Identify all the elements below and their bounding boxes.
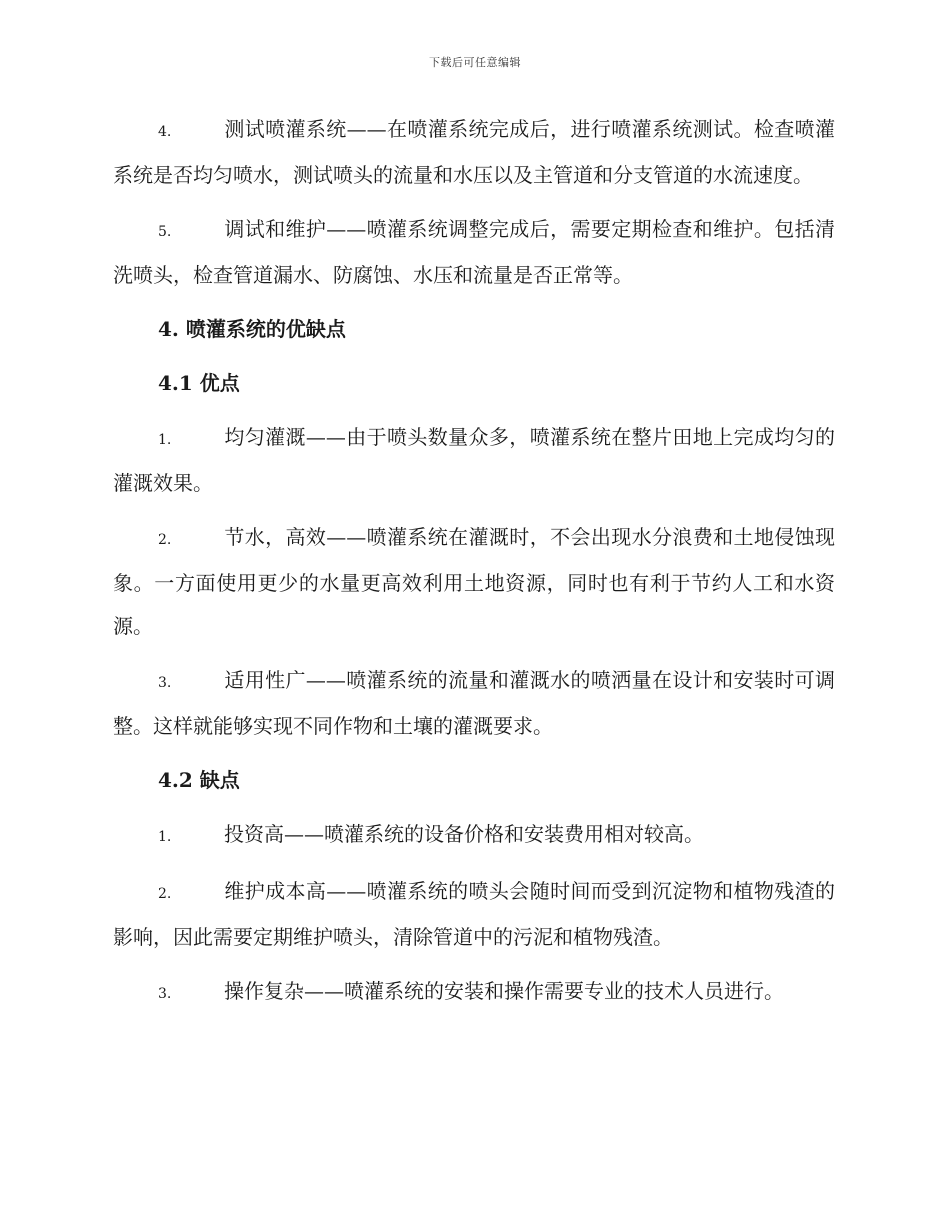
list-number: 4. <box>158 124 172 140</box>
list-item-text: 投资高——喷灌系统的设备价格和安装费用相对较高。 <box>224 822 704 846</box>
document-body <box>113 108 835 1027</box>
list-item-advantage-water-saving <box>113 516 835 648</box>
subsection-heading-advantages: 4.1 优点 <box>158 371 240 395</box>
page-header: 下载后可任意编辑 <box>429 56 521 69</box>
list-number: 2. <box>158 886 172 902</box>
list-number: 3. <box>158 675 172 691</box>
section-heading-pros-cons: 4. 喷灌系统的优缺点 <box>158 317 346 341</box>
subsection-heading-disadvantages: 4.2 缺点 <box>158 768 240 792</box>
list-item-disadvantage-complexity <box>113 970 835 1016</box>
list-item-text: 操作复杂——喷灌系统的安装和操作需要专业的技术人员进行。 <box>224 979 784 1003</box>
list-number: 1. <box>158 432 172 448</box>
list-number: 1. <box>158 829 172 845</box>
list-number: 5. <box>158 224 172 240</box>
list-item-text: 适用性广——喷灌系统的流量和灌溉水的喷洒量在设计和安装时可调整。这样就能够实现不同作物和土壤的灌溉要求。 <box>113 668 835 738</box>
list-item-text: 节水，高效——喷灌系统在灌溉时，不会出现水分浪费和土地侵蚀现象。一方面使用更少的水量更高效利用土地资源，同时也有利于节约人工和水资源。 <box>113 525 835 638</box>
list-item-disadvantage-cost <box>113 813 835 859</box>
list-item-advantage-uniform <box>113 416 835 505</box>
list-item-text: 测试喷灌系统——在喷灌系统完成后，进行喷灌系统测试。检查喷灌系统是否均匀喷水，测试喷头的流量和水压以及主管道和分支管道的水流速度。 <box>113 117 835 187</box>
list-item-test-system <box>113 108 835 197</box>
list-item-disadvantage-maintenance <box>113 870 835 959</box>
list-item-advantage-adaptability <box>113 659 835 748</box>
list-number: 2. <box>158 532 172 548</box>
list-item-text: 维护成本高——喷灌系统的喷头会随时间而受到沉淀物和植物残渣的影响，因此需要定期维护喷头，清除管道中的污泥和植物残渣。 <box>113 879 835 949</box>
list-number: 3. <box>158 986 172 1002</box>
list-item-maintenance <box>113 208 835 297</box>
list-item-text: 调试和维护——喷灌系统调整完成后，需要定期检查和维护。包括清洗喷头，检查管道漏水、防腐蚀、水压和流量是否正常等。 <box>113 217 835 287</box>
list-item-text: 均匀灌溉——由于喷头数量众多，喷灌系统在整片田地上完成均匀的灌溉效果。 <box>113 425 835 495</box>
